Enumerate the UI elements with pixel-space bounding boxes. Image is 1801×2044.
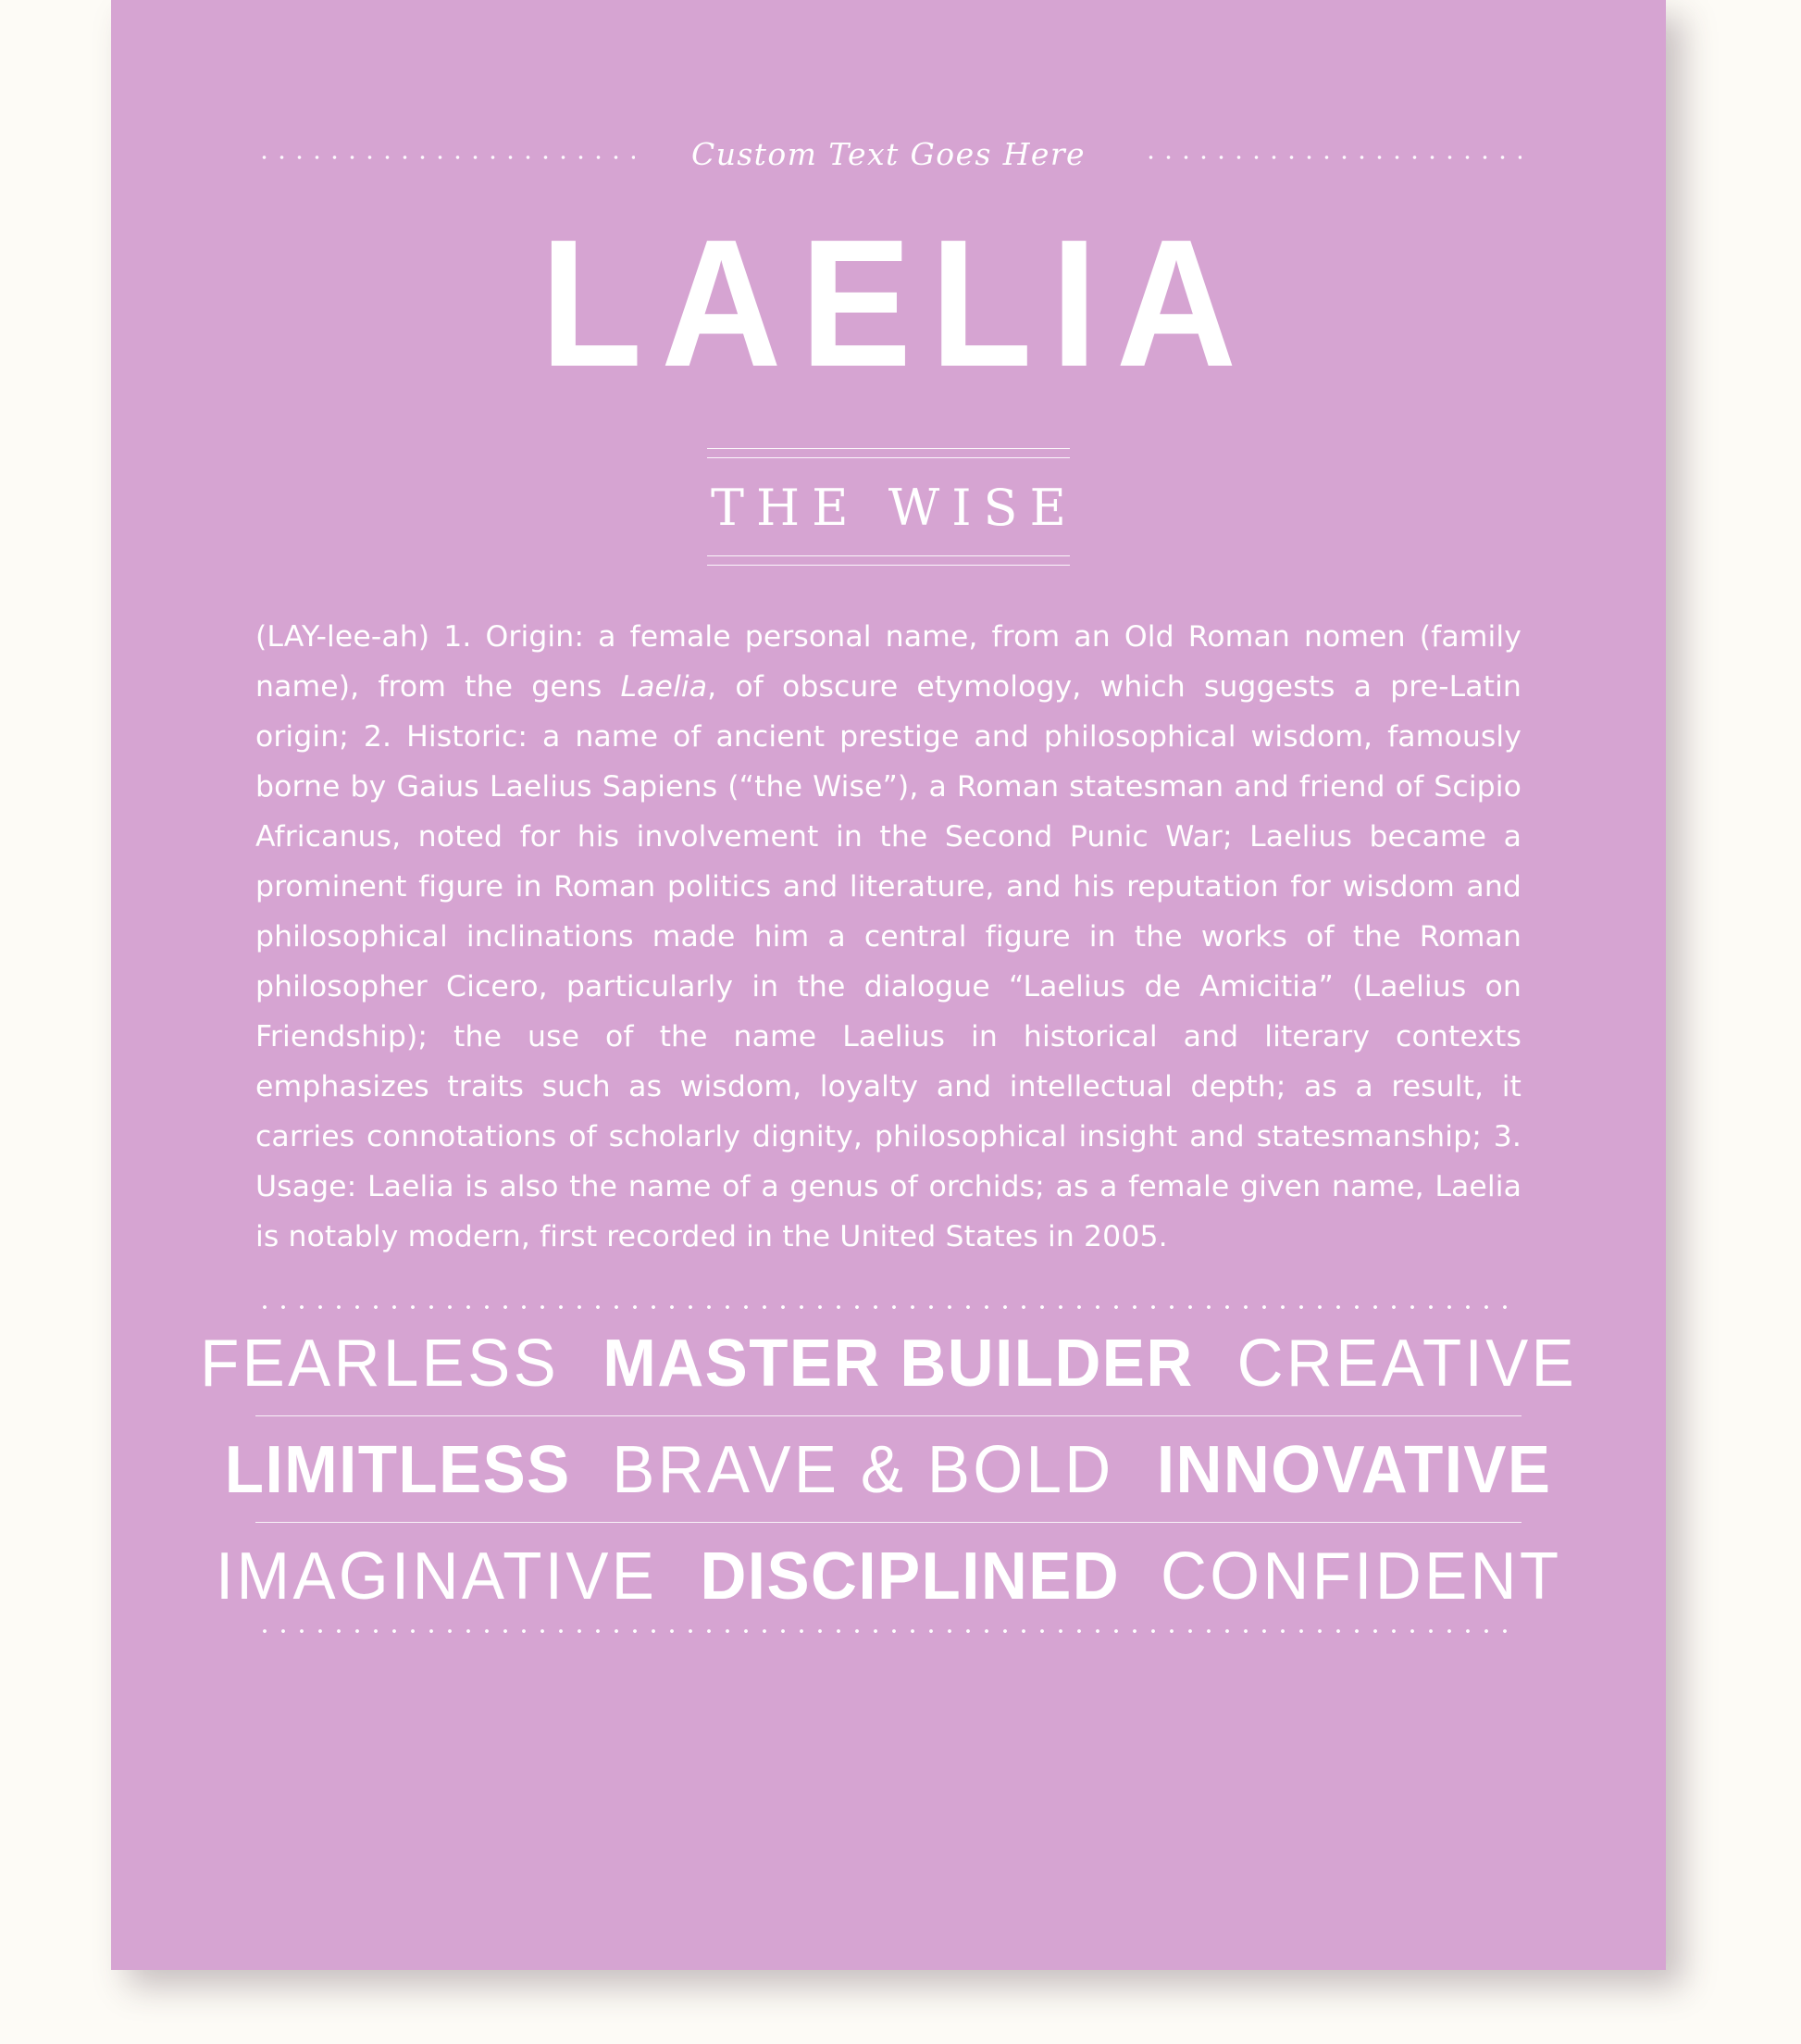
definition-part-2: , of obscure etymology, which suggests a pre-Latin origin; 2. Historic: a name of ancient prestige and philosophical wisdom, famously borne by Gaius Laelius Sapiens (“the Wise”), a Roman statesman and friend of Scipio Africanus, noted for his involvement in the Second Punic War; Laelius became a prominent figure in Roman politics and literature, and his reputation for wisdom and philosophical inclinations made him a central figure in the works of the Roman philosopher Cicero, particularly in the dialogue “Laelius de Amicitia” (Laelius on Friendship); the use of the name Laelius in historical and literary contexts emphasizes traits such as wisdom, loyalty and intellectual depth; as a result, it carries connotations of scholarly dignity, philosophical insight and statesmanship; 3. Usage: Laelia is also the name of a genus of orchids; as a female given name, Laelia is notably modern, first recorded in the United States in 2005. bbox=[255, 670, 1522, 1253]
name-art-poster bbox=[111, 0, 1666, 1970]
trait-word: BRAVE & BOLD bbox=[612, 1433, 1114, 1507]
header-row bbox=[255, 137, 1522, 178]
epithet-text: THE WISE bbox=[711, 479, 1078, 537]
traits-solid-rule-1 bbox=[255, 1415, 1522, 1416]
trait-word: MASTER BUILDER bbox=[602, 1327, 1194, 1401]
trait-word: IMAGINATIVE bbox=[216, 1539, 658, 1614]
definition-italic-gens: Laelia bbox=[620, 670, 708, 704]
trait-line-2 bbox=[224, 1416, 1552, 1522]
epithet-rule-bottom-2 bbox=[707, 565, 1070, 566]
definition-paragraph bbox=[255, 612, 1522, 1262]
dotted-divider-left bbox=[255, 155, 635, 160]
epithet-rule-top-1 bbox=[707, 448, 1070, 449]
traits-section bbox=[200, 1304, 1578, 1634]
definition-part-1: (LAY-lee-ah) 1. Origin: a female personal name, from an Old Roman nomen (family name), from the gens bbox=[255, 620, 1522, 704]
epithet-rule-bottom-1 bbox=[707, 555, 1070, 556]
trait-word: DISCIPLINED bbox=[700, 1539, 1120, 1614]
epithet-rule-top-2 bbox=[707, 457, 1070, 458]
trait-line-3 bbox=[216, 1523, 1562, 1628]
poster-content bbox=[111, 0, 1666, 1970]
trait-word: LIMITLESS bbox=[224, 1433, 571, 1507]
trait-word: CONFIDENT bbox=[1161, 1539, 1562, 1614]
traits-solid-rule-2 bbox=[255, 1522, 1522, 1523]
epithet-block bbox=[255, 448, 1522, 566]
trait-line-1 bbox=[200, 1310, 1578, 1415]
trait-word: CREATIVE bbox=[1236, 1327, 1578, 1401]
trait-word: FEARLESS bbox=[200, 1327, 560, 1401]
dotted-divider-right bbox=[1142, 155, 1522, 160]
trait-word: INNOVATIVE bbox=[1156, 1433, 1552, 1507]
page-title: LAELIA bbox=[540, 202, 1256, 405]
custom-text: Custom Text Goes Here bbox=[691, 135, 1086, 172]
traits-dotted-rule-bottom bbox=[255, 1628, 1522, 1634]
